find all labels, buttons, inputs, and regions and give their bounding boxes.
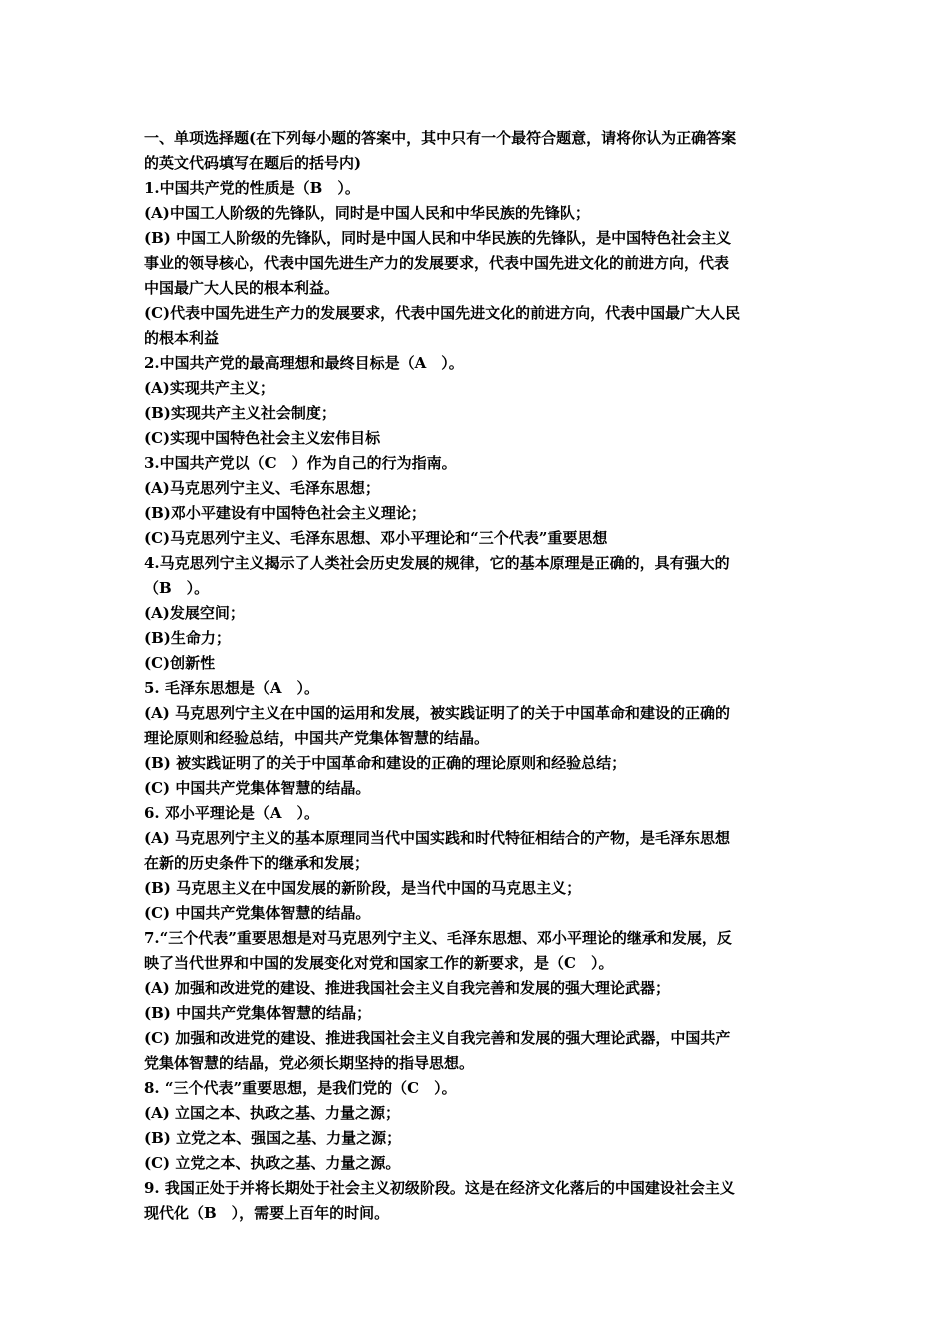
text-line: 3.中国共产党以（C ）作为自己的行为指南。	[144, 454, 457, 472]
document-page	[144, 126, 808, 1226]
text-line: 1.中国共产党的性质是（B ）。	[144, 179, 360, 197]
text-line: 理论原则和经验总结，中国共产党集体智慧的结晶。	[144, 729, 490, 747]
text-line: (A)中国工人阶级的先锋队，同时是中国人民和中华民族的先锋队；	[144, 204, 590, 222]
text-line: 事业的领导核心，代表中国先进生产力的发展要求，代表中国先进文化的前进方向，代表	[144, 254, 730, 272]
text-line: (B) 立党之本、强国之基、力量之源；	[144, 1129, 402, 1147]
text-line: (A)马克思列宁主义、毛泽东思想；	[144, 479, 380, 497]
text-line: (A)发展空间；	[144, 604, 245, 622]
text-line: (A)实现共产主义；	[144, 379, 275, 397]
text-line: (C)实现中国特色社会主义宏伟目标	[144, 429, 381, 447]
text-line: 在新的历史条件下的继承和发展；	[144, 854, 370, 872]
text-line: 中国最广大人民的根本利益。	[144, 279, 340, 297]
text-line: (C) 立党之本、执政之基、力量之源。	[144, 1154, 401, 1172]
text-line: (C)创新性	[144, 654, 216, 672]
text-line: 5. 毛泽东思想是（A ）。	[144, 679, 320, 697]
text-line: 8. “三个代表”重要思想，是我们党的（C ）。	[144, 1079, 457, 1097]
text-line: (A) 立国之本、执政之基、力量之源；	[144, 1104, 401, 1122]
text-line: (A) 马克思列宁主义的基本原理同当代中国实践和时代特征相结合的产物，是毛泽东思想	[144, 829, 731, 847]
text-line: 9. 我国正处于并将长期处于社会主义初级阶段。这是在经济文化落后的中国建设社会主义	[144, 1179, 735, 1197]
text-line: (B)实现共产主义社会制度；	[144, 404, 336, 422]
text-line: (A) 加强和改进党的建设、推进我国社会主义自我完善和发展的强大理论武器；	[144, 979, 671, 997]
text-line: 的根本利益	[144, 329, 220, 347]
text-line: 2.中国共产党的最高理想和最终目标是（A ）。	[144, 354, 464, 372]
text-line: (B)邓小平建设有中国特色社会主义理论；	[144, 504, 426, 522]
text-line: (B) 中国工人阶级的先锋队，同时是中国人民和中华民族的先锋队，是中国特色社会主义	[144, 229, 732, 247]
text-line: 现代化（B ），需要上百年的时间。	[144, 1204, 390, 1222]
text-line: 6. 邓小平理论是（A ）。	[144, 804, 320, 822]
text-line: 党集体智慧的结晶，党必须长期坚持的指导思想。	[144, 1054, 475, 1072]
text-line: (C)代表中国先进生产力的发展要求，代表中国先进文化的前进方向，代表中国最广大人民	[144, 304, 741, 322]
text-line: (C) 加强和改进党的建设、推进我国社会主义自我完善和发展的强大理论武器，中国共产	[144, 1029, 731, 1047]
text-line: (B) 中国共产党集体智慧的结晶；	[144, 1004, 372, 1022]
text-line: 4.马克思列宁主义揭示了人类社会历史发展的规律，它的基本原理是正确的，具有强大的	[144, 554, 730, 572]
text-line: (B) 被实践证明了的关于中国革命和建设的正确的理论原则和经验总结；	[144, 754, 627, 772]
text-line: 一、单项选择题(在下列每小题的答案中，其中只有一个最符合题意，请将你认为正确答案	[144, 129, 737, 147]
text-line: （B ）。	[144, 579, 210, 597]
text-line: (C) 中国共产党集体智慧的结晶。	[144, 904, 371, 922]
text-line: 7.“三个代表”重要思想是对马克思列宁主义、毛泽东思想、邓小平理论的继承和发展，反	[144, 929, 732, 947]
text-line: (B)生命力；	[144, 629, 231, 647]
text-line: 映了当代世界和中国的发展变化对党和国家工作的新要求，是（C ）。	[144, 954, 614, 972]
text-line: (B) 马克思主义在中国发展的新阶段，是当代中国的马克思主义；	[144, 879, 582, 897]
text-line: 的英文代码填写在题后的括号内)	[144, 154, 362, 172]
text-line: (C) 中国共产党集体智慧的结晶。	[144, 779, 371, 797]
text-line: (A) 马克思列宁主义在中国的运用和发展，被实践证明了的关于中国革命和建设的正确的	[144, 704, 731, 722]
text-line: (C)马克思列宁主义、毛泽东思想、邓小平理论和“三个代表”重要思想	[144, 529, 608, 547]
